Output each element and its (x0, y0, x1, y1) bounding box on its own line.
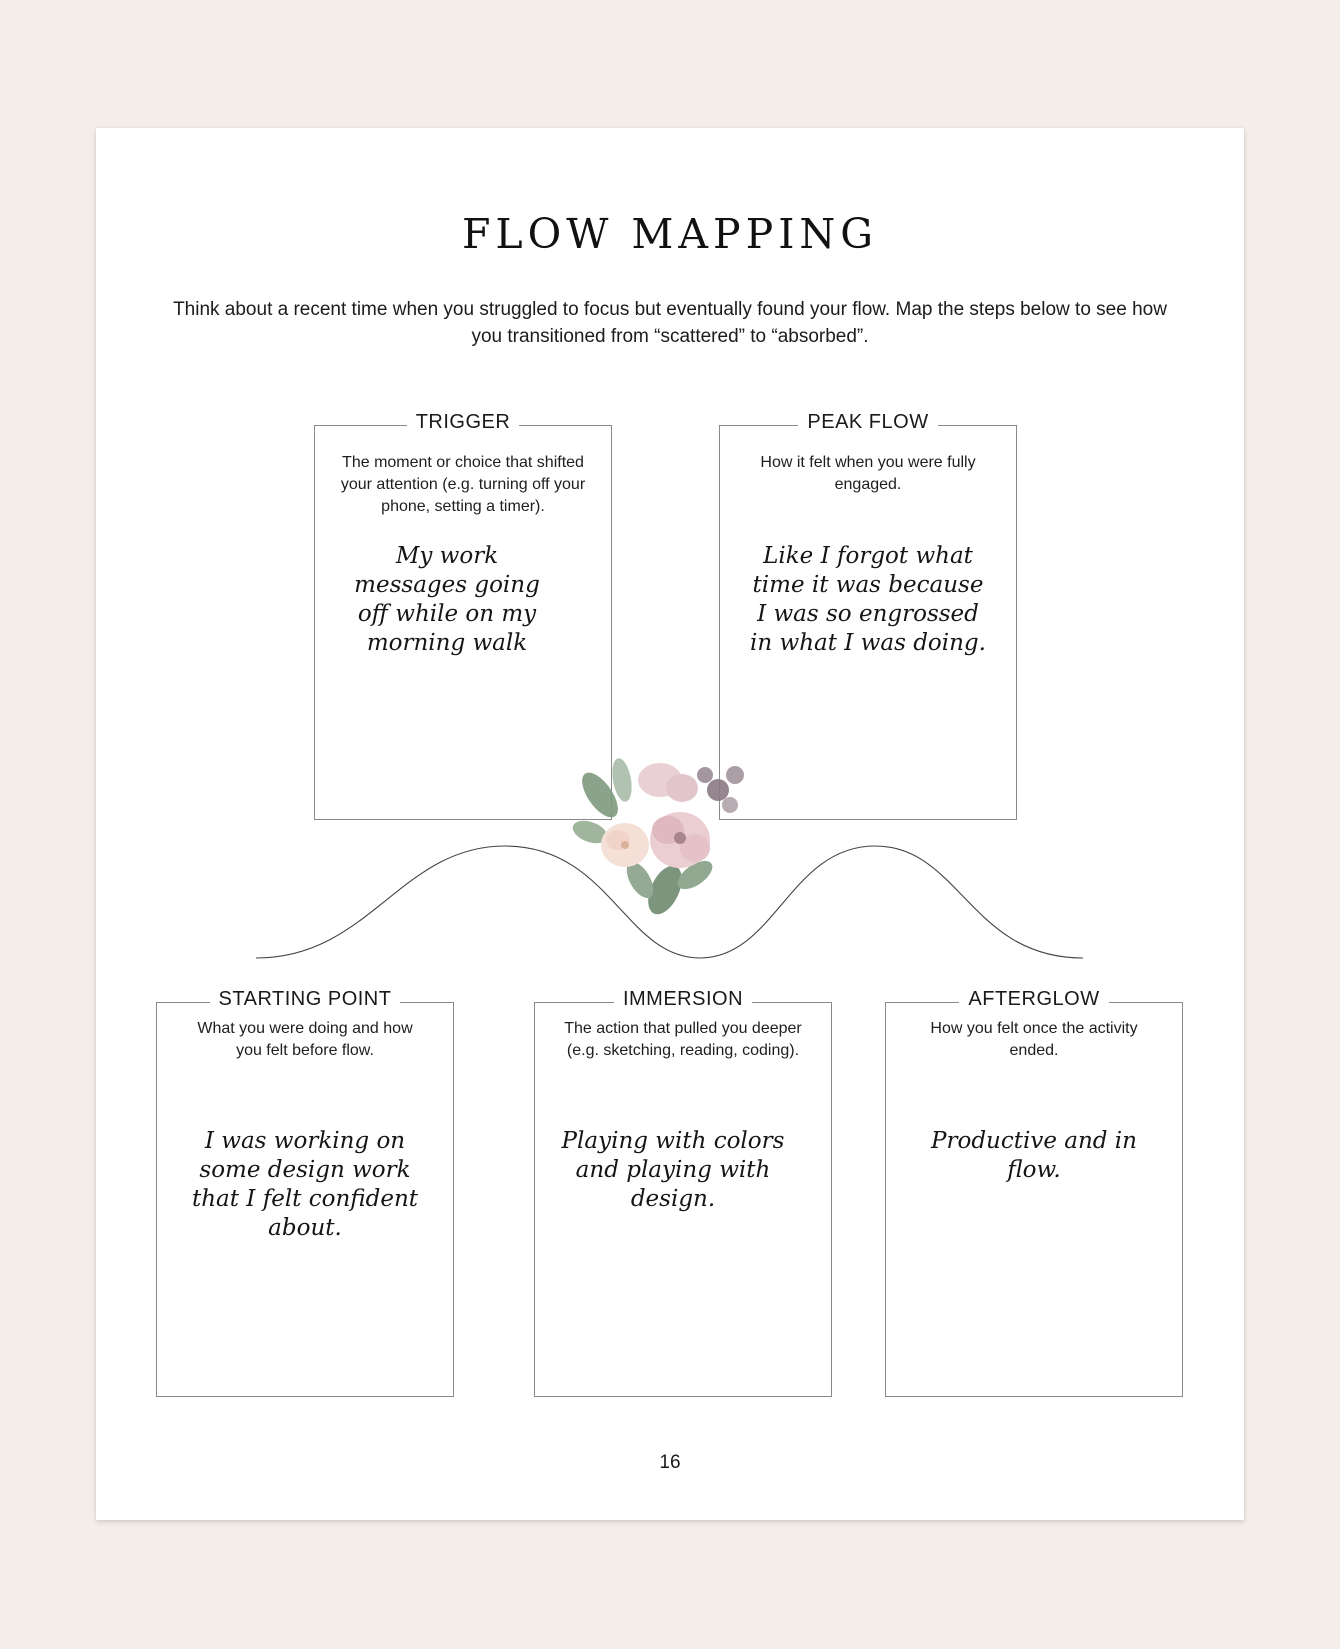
page-title: FLOW MAPPING (461, 210, 879, 258)
immersion-description: The action that pulled you deeper (e.g. sketching, reading, coding). (564, 1020, 802, 1059)
immersion-box[interactable] (534, 988, 832, 1397)
peak-flow-box[interactable] (719, 411, 1017, 820)
trigger-box[interactable] (314, 411, 612, 820)
intro-text: Think about a recent time when you struggled to focus but eventually found your flow. Map the steps below to see how you transitioned from “scattered” to “absorbed”. (173, 299, 1167, 347)
starting-point-answer[interactable]: I was working on some design work that I felt confident about. (191, 1128, 419, 1241)
starting-point-label: STARTING POINT (210, 988, 401, 1010)
afterglow-box[interactable] (885, 988, 1183, 1397)
afterglow-answer[interactable]: Productive and in flow. (931, 1128, 1137, 1183)
peak-flow-description: How it felt when you were fully engaged. (760, 454, 976, 493)
trigger-description: The moment or choice that shifted your attention (e.g. turning off your phone, setting a timer). (340, 454, 586, 515)
immersion-answer[interactable]: Playing with colors and playing with design. (561, 1128, 785, 1212)
starting-point-description: What you were doing and how you felt before flow. (197, 1020, 413, 1059)
peak-flow-answer[interactable]: Like I forgot what time it was because I was so engrossed in what I was doing. (750, 543, 986, 656)
page-number: 16 (659, 1452, 681, 1473)
watercolor-flower-bouquet-icon (570, 750, 760, 920)
trigger-label: TRIGGER (407, 411, 520, 433)
afterglow-label: AFTERGLOW (959, 988, 1108, 1010)
afterglow-description: How you felt once the activity ended. (930, 1020, 1138, 1059)
trigger-answer[interactable]: My work messages going off while on my morning walk (354, 543, 540, 656)
immersion-label: IMMERSION (614, 988, 752, 1010)
starting-point-box[interactable] (156, 988, 454, 1397)
peak-flow-label: PEAK FLOW (798, 411, 937, 433)
